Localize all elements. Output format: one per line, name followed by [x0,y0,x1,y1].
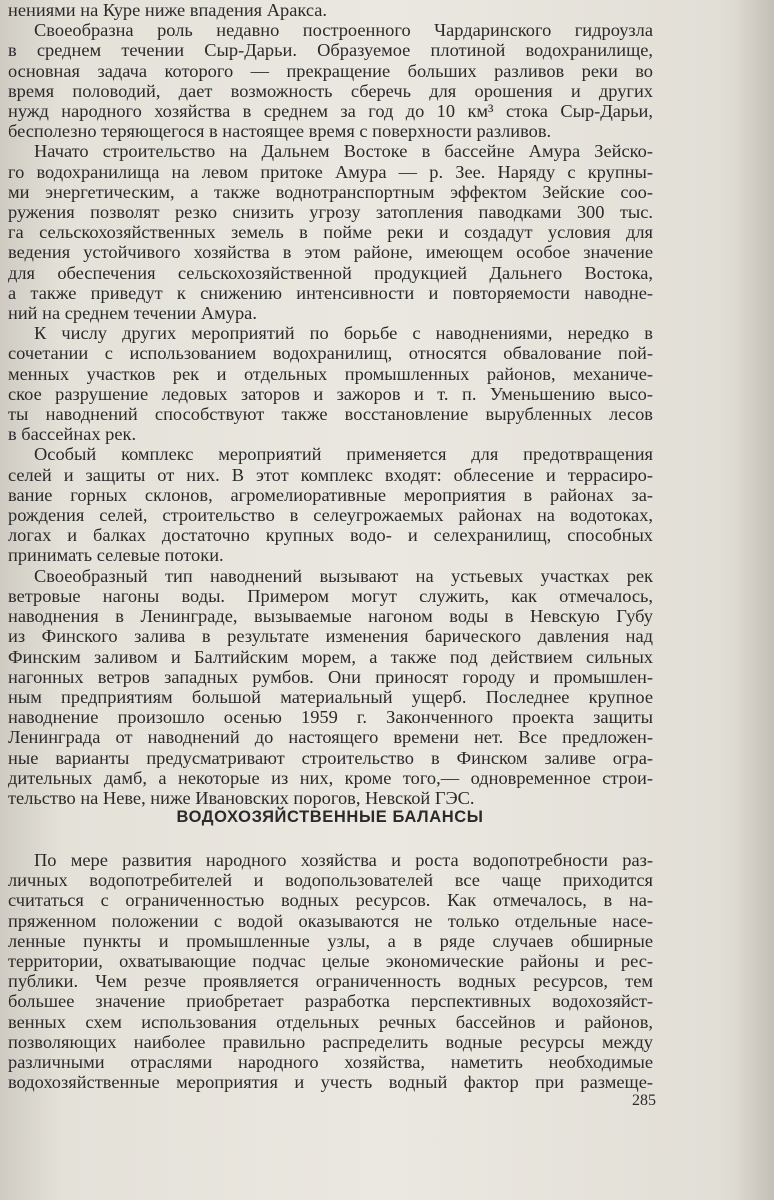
text-line: По мере развития народного хозяйства и роста водопотребности раз- [34,850,653,870]
text-line: ское разрушение ледовых заторов и зажоров и т. п. Уменьшению высо- [8,383,653,404]
text-line: в бассейнах рек. [8,424,137,445]
text-line: га сельскохозяйственных земель в пойме реки и создадут условия для [8,222,653,243]
text-line: дительных дамб, а некоторые из них, кроме того,— одновременное строи- [8,767,653,788]
page-number: 285 [632,1092,656,1109]
text-line: территории, охватывающие подчас целые экономические районы и рес- [8,951,653,972]
text-line: менных участков рек и отдельных промышленных районов, механиче- [8,363,653,384]
text-line: Финским заливом и Балтийским морем, а также под действием сильных [8,646,653,667]
text-line: Особый комплекс мероприятий применяется для предотвращения [34,444,653,465]
text-line: большее значение приобретает разработка перспективных водохозяйст- [8,991,653,1012]
text-line: различными отраслями народного хозяйства, наметить необходимые [8,1052,653,1073]
body-text-bottom [8,850,653,1092]
text-line: К числу других мероприятий по борьбе с наводнениями, нередко в [34,323,653,344]
section-heading: ВОДОХОЗЯЙСТВЕННЫЕ БАЛАНСЫ [176,808,484,826]
text-line: а также приведут к снижению интенсивности и повторяемости наводне- [8,282,653,303]
text-line: для обеспечения сельскохозяйственной продукцией Дальнего Востока, [8,262,653,283]
text-line: сочетании с использованием водохранилищ, относятся обвалование пой- [8,343,653,364]
text-line: рождения селей, строительство в селеугрожаемых районах на водотоках, [8,505,653,526]
text-line: ты наводнений способствуют также восстановление вырубленных лесов [8,404,653,425]
text-line: принимать селевые потоки. [8,545,224,566]
body-text-top [8,0,653,808]
text-line: ленные пункты и промышленные узлы, а в ряде случаев обширные [8,930,653,951]
text-line: из Финского залива в результате изменения барического давления над [8,626,653,647]
text-line: пряженном положении с водой оказываются не только отдельные насе- [8,910,653,931]
text-line: вание горных склонов, агромелиоративные мероприятия в районах за- [8,484,653,505]
text-line: селей и защиты от них. В этот комплекс входят: облесение и террасиро- [8,464,653,485]
text-line: нениями на Куре ниже впадения Аракса. [8,0,327,20]
text-line: время половодий, дает возможность сберечь для орошения и других [8,80,653,101]
text-line: Ленинграда от наводнений до настоящего времени нет. Все предложен- [8,727,653,748]
text-line: го водохранилища на левом притоке Амура — р. Зее. Наряду с крупны- [8,161,653,182]
text-line: Начато строительство на Дальнем Востоке в бассейне Амура Зейско- [34,141,653,162]
text-line: Своеобразный тип наводнений вызывают на устьевых участках рек [34,565,653,586]
text-line: бесполезно теряющегося в настоящее время с поверхности разливов. [8,121,552,142]
text-line: нагонных ветров западных румбов. Они приносят городу и промышлен- [8,666,653,687]
text-line: ми энергетическим, а также воднотранспортным эффектом Зейские соо- [8,181,653,202]
text-line: публики. Чем резче проявляется ограниченность водных ресурсов, тем [8,971,653,992]
text-line: позволяющих наиболее правильно распределить водные ресурсы между [8,1031,653,1052]
text-line: основная задача которого — прекращение больших разливов реки во [8,60,653,81]
text-line: ным предприятиям большой материальный ущерб. Последнее крупное [8,686,653,707]
text-line: водохозяйственные мероприятия и учесть водный фактор при размеще- [8,1072,653,1093]
text-line: логах и балках достаточно крупных водо- и селехранилищ, способных [8,525,653,546]
text-line: венных схем использования отдельных речных бассейнов и районов, [8,1011,653,1032]
text-line: личных водопотребителей и водопользователей все чаще приходится [8,870,653,891]
text-line: ружения позволят резко снизить угрозу затопления паводками 300 тыс. [8,202,653,223]
text-line: наводнение произошло осенью 1959 г. Законченного проекта защиты [8,707,653,728]
text-line: ний на среднем течении Амура. [8,303,257,324]
text-line: ветровые нагоны воды. Примером могут служить, как отмечалось, [8,585,653,606]
text-line: тельство на Неве, ниже Ивановских порогов, Невской ГЭС. [8,787,475,808]
page-shadow [734,0,774,1200]
text-line: наводнения в Ленинграде, вызываемые нагоном воды в Невскую Губу [8,606,653,627]
text-line: считаться с ограниченностью водных ресурсов. Как отмечалось, в на- [8,890,653,911]
text-line: в среднем течении Сыр-Дарьи. Образуемое плотиной водохранилище, [8,40,653,61]
text-line: ведения устойчивого хозяйства в этом районе, имеющем особое значение [8,242,653,263]
text-line: Своеобразна роль недавно построенного Чардаринского гидроузла [34,20,653,41]
text-line: нужд народного хозяйства в среднем за год до 10 км³ стока Сыр-Дарьи, [8,101,653,122]
text-line: ные варианты предусматривают строительство в Финском заливе огра- [8,747,653,768]
